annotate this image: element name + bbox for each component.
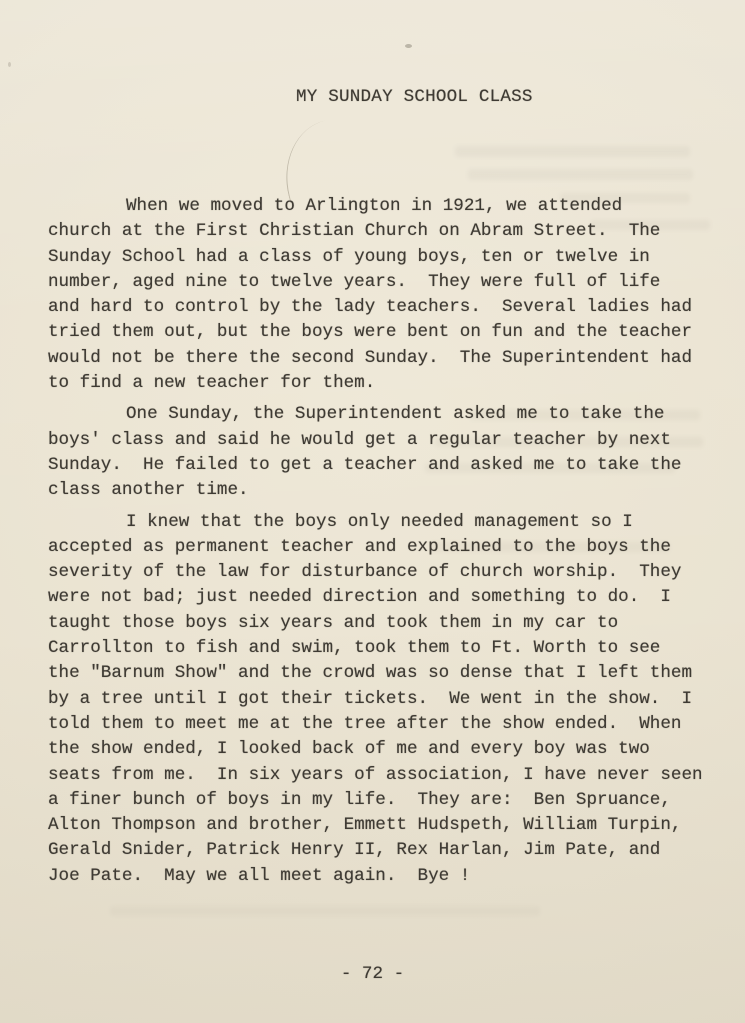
paper-speck <box>8 62 11 67</box>
text-line: Sunday School had a class of young boys, ten or twelve in <box>48 246 650 267</box>
document-body <box>48 194 708 889</box>
text-line: severity of the law for disturbance of church worship. They <box>48 562 682 583</box>
text-line: Carrollton to fish and swim, took them to Ft. Worth to see <box>48 638 661 659</box>
bleedthrough-smudge <box>110 906 540 916</box>
text-line: seats from me. In six years of association, I have never seen <box>48 764 703 785</box>
text-line: and hard to control by the lady teachers. Several ladies had <box>48 297 693 318</box>
text-line: to find a new teacher for them. <box>48 373 376 394</box>
text-line: church at the First Christian Church on Abram Street. The <box>48 221 661 242</box>
paragraph <box>48 402 708 503</box>
paragraph <box>48 194 708 396</box>
bleedthrough-smudge <box>455 146 690 157</box>
paper-scratch <box>273 121 342 204</box>
text-line: tried them out, but the boys were bent on fun and the teacher <box>48 322 693 343</box>
text-line: taught those boys six years and took them in my car to <box>48 612 619 633</box>
text-line: told them to meet me at the tree after the show ended. When <box>48 713 682 734</box>
text-line: would not be there the second Sunday. The Superintendent had <box>48 347 693 368</box>
text-line: the show ended, I looked back of me and every boy was two <box>48 739 650 760</box>
text-line: class another time. <box>48 480 249 501</box>
text-line: When we moved to Arlington in 1921, we attended <box>126 196 623 216</box>
text-line: Alton Thompson and brother, Emmett Hudspeth, William Turpin, <box>48 815 682 836</box>
text-line: the "Barnum Show" and the crowd was so dense that I left them <box>48 663 693 684</box>
text-line: were not bad; just needed direction and something to do. I <box>48 587 671 608</box>
text-line: accepted as permanent teacher and explained to the boys the <box>48 536 671 557</box>
page-number: - 72 - <box>340 964 405 984</box>
text-line: number, aged nine to twelve years. They were full of life <box>48 271 661 292</box>
text-line: One Sunday, the Superintendent asked me to take the <box>126 404 665 425</box>
bleedthrough-smudge <box>468 169 693 180</box>
text-line: a finer bunch of boys in my life. They are: Ben Spruance, <box>48 789 671 810</box>
paper-speck <box>405 44 412 48</box>
page-title: MY SUNDAY SCHOOL CLASS <box>296 87 533 107</box>
text-line: Sunday. He failed to get a teacher and asked me to take the <box>48 454 682 475</box>
text-line: I knew that the boys only needed management so I <box>126 511 633 532</box>
text-line: by a tree until I got their tickets. We went in the show. I <box>48 688 693 709</box>
text-line: Joe Pate. May we all meet again. Bye ! <box>48 865 471 886</box>
paragraph <box>48 510 708 889</box>
text-line: Gerald Snider, Patrick Henry II, Rex Harlan, Jim Pate, and <box>48 840 661 861</box>
text-line: boys' class and said he would get a regular teacher by next <box>48 429 671 450</box>
